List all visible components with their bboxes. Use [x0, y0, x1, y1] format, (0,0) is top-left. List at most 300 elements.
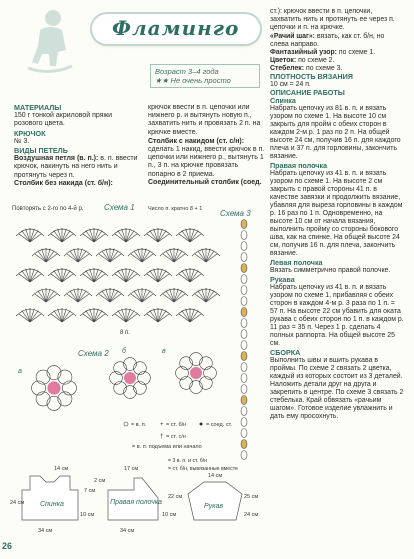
fan-stitch [19, 234, 30, 242]
fan-stitch [102, 251, 110, 262]
chain-loop [241, 352, 247, 361]
legend-start: = в. п. подъема или начало [132, 444, 202, 450]
fan-stitch [170, 289, 174, 302]
fan-stitch [94, 229, 98, 242]
fan-stitch [206, 291, 214, 302]
fan-stitch [147, 234, 158, 242]
fan-stitch [54, 231, 62, 242]
fan-stitch [182, 271, 190, 282]
fan-stitch [26, 309, 30, 322]
measure-25: 25 см [244, 494, 259, 500]
measure-10b: 10 см [162, 512, 177, 518]
petal-loop [62, 381, 76, 395]
back-label: Спинка [40, 501, 64, 508]
fan-stitch [190, 271, 198, 282]
chain-loop [241, 220, 247, 229]
density-text: 10 см = 24 п. [270, 81, 311, 88]
fan-stitch [38, 291, 46, 302]
petal-loop [36, 370, 50, 384]
stalk-text: по схеме 3. [305, 65, 343, 72]
fan-stitch [154, 269, 158, 282]
eight-loops-label: 8 п. [120, 330, 130, 336]
fan-stitch [166, 251, 174, 262]
fan-stitch [174, 291, 182, 302]
petal-loop [190, 353, 203, 366]
fan-stitch [174, 249, 178, 262]
fan-stitch [150, 271, 158, 282]
fan-stitch [195, 254, 206, 262]
fan-stitch [118, 231, 126, 242]
fan-stitch [46, 289, 50, 302]
rfront-text: Набрать цепочку из 41 в. п. и вязать узором по схеме 1. На высоте 2 см закрыть с правой стороны 41 п. в качестве завязки и продолжить вязание, убавляя для выреза горловины в каждом р. 16 раз по 1 п. Одновременно, на высоте 10 см от начала вязания, выполнить пройму со стороны бокового шва, как на спинке. На общей высоте 24 см, получив 16 п. для плеча, закончить вязание. [270, 170, 403, 257]
fan-stitch [42, 289, 46, 302]
fan-stitch [94, 234, 105, 242]
fan-stitch [51, 234, 62, 242]
density-heading: ПЛОТНОСТЬ ВЯЗАНИЯ [270, 72, 353, 81]
fan-stitch [186, 269, 190, 282]
back-text: Набрать цепочку из 81 в. п. и вязать узором по схеме 1. На высоте 10 см закрыть для пройм с обеих сторон в каждом 2-м р. 1 раз по 2 п. На общей высоте 24 см, получив 16 п. для каждого плеча и 37 п. для горловины, закончить вязание. [270, 105, 401, 160]
legend-dc: = ст. с/н [166, 434, 186, 440]
assembly-heading: СБОРКА [270, 348, 301, 357]
fan-stitch [198, 251, 206, 262]
fan-stitch [67, 294, 78, 302]
fan-stitch [106, 289, 110, 302]
fan-stitch [94, 231, 102, 242]
measure-14b: 14 см [208, 473, 223, 479]
petal-loop [110, 372, 123, 385]
fan-stitch [46, 254, 57, 262]
petal-loop [180, 376, 193, 389]
fan-stitch [142, 289, 146, 302]
pattern-pieces [22, 476, 242, 520]
fan-stitch [142, 254, 153, 262]
fan-stitch [190, 269, 194, 282]
fan-stitch [118, 271, 126, 282]
chain-loop [241, 429, 247, 438]
assembly-text: Выполнить швы и вшить рукава в проймы. По схеме 2 связать 2 цветка, каждый из которых состоит из 3 деталей. Наложить детали друг на друга и закрепить в центре. По схеме 3 связать 2 стебелька. Край обвязать «рачьим шагом». Готовое изделие увлажнить и дать ему просохнуть. [270, 357, 404, 420]
petal-loop [204, 367, 217, 380]
rfront-heading: Правая полочка [270, 161, 328, 170]
fan-stitch [122, 269, 126, 282]
chain-loop [241, 253, 247, 262]
petal-loop [47, 396, 61, 410]
hook-heading: КРЮЧОК [14, 128, 46, 138]
legend-sc3b: = ст. б/н, вывязанные вместе [168, 466, 238, 472]
petal-loop [190, 381, 203, 394]
fan-stitch [94, 311, 102, 322]
fan-stitch [150, 311, 158, 322]
fan-stitch [78, 254, 89, 262]
fan-stitch [74, 249, 78, 262]
legend-sl: = соед. ст. [206, 422, 233, 428]
chain-loop [241, 264, 247, 273]
flower-a [32, 366, 77, 411]
fan-stitch [99, 294, 110, 302]
fan-stitch [78, 289, 82, 302]
fan-stitch [51, 274, 62, 282]
fan-stitch [115, 234, 126, 242]
chain-loop [241, 330, 247, 339]
schema1-label: Схема 1 [104, 203, 135, 212]
sc-heading: Столбик без накида (ст. б/н): [14, 179, 113, 187]
fan-stitch [70, 291, 78, 302]
fan-stitch [22, 231, 30, 242]
fan-stitch [122, 309, 126, 322]
fan-stitch [26, 269, 30, 282]
petal-loop [199, 376, 212, 389]
fan-stitch [86, 311, 94, 322]
fan-stitch [46, 294, 57, 302]
age-label: Возраст 3–4 года [155, 67, 219, 76]
measure-10a: 10 см [80, 512, 95, 518]
stalk-heading: Стебелек: [270, 65, 305, 72]
difficulty-stars-icon: ★★ [155, 76, 169, 85]
repeat-note: Повторять с 2-го по 4-й р. [12, 206, 84, 212]
fan-stitch [35, 254, 46, 262]
petal-loop [180, 357, 193, 370]
fan-stitch [182, 231, 190, 242]
fan-stitch [158, 274, 169, 282]
measure-7: 7 см [84, 488, 96, 494]
fan-stitch [134, 291, 142, 302]
chain-loop [241, 440, 247, 449]
fan-stitch [206, 251, 214, 262]
fan-stitch [179, 314, 190, 322]
loops-note: Число п. кратно 8 + 1 [148, 206, 203, 212]
measure-17: 17 см [124, 466, 139, 472]
crab-text: вязать, как ст. б/н, но слева направо. [270, 33, 385, 48]
flower-c [176, 353, 217, 394]
petal-loop [124, 386, 137, 399]
fan-stitch [54, 311, 62, 322]
fan-pattern [16, 228, 220, 322]
petal-c-label: в [162, 348, 166, 355]
sleeve-label: Рукав [204, 503, 224, 510]
chain-loop [241, 242, 247, 251]
schema2-label: Схема 2 [78, 349, 109, 358]
lfront-heading: Левая полочка [270, 258, 323, 267]
petal-loop [133, 381, 146, 394]
chain-loop [241, 319, 247, 328]
fan-stitch [126, 269, 130, 282]
fan-stitch [86, 231, 94, 242]
page-number: 26 [2, 541, 13, 551]
fan-stitch [154, 309, 158, 322]
fancy-heading: Фантазийный узор: [270, 49, 337, 56]
legend-dc-symbol: † [160, 434, 164, 440]
chain-loop [241, 308, 247, 317]
fan-stitch [54, 271, 62, 282]
fan-stitch [94, 314, 105, 322]
fan-stitch [190, 234, 201, 242]
fan-stitch [122, 229, 126, 242]
loops-heading: ВИДЫ ПЕТЕЛЬ [14, 146, 68, 156]
fan-stitch [174, 289, 178, 302]
materials-column [14, 104, 142, 188]
fan-stitch [182, 311, 190, 322]
chain-loop [241, 407, 247, 416]
fan-stitch [30, 229, 34, 242]
fan-stitch [110, 251, 118, 262]
chain-loop [241, 396, 247, 405]
fan-stitch [67, 254, 78, 262]
fan-stitch [142, 291, 150, 302]
fan-stitch [147, 274, 158, 282]
measure-34b: 34 см [120, 528, 135, 534]
petal-loop [36, 392, 50, 406]
fan-stitch [62, 229, 66, 242]
fancy-text: по схеме 1. [338, 49, 376, 56]
fan-stitch [58, 269, 62, 282]
chain-loop [241, 451, 247, 460]
fan-stitch [158, 311, 166, 322]
fan-stitch [94, 269, 98, 282]
fan-stitch [142, 251, 150, 262]
fan-stitch [30, 234, 41, 242]
fan-stitch [22, 311, 30, 322]
fan-stitch [195, 294, 206, 302]
airloop-text: в. п. ввести крючок, накинуть на него нить и протянуть через п. [14, 155, 138, 179]
measure-34a: 34 см [38, 528, 53, 534]
fan-stitch [83, 274, 94, 282]
fan-stitch [83, 314, 94, 322]
chain-loop [241, 363, 247, 372]
fan-stitch [106, 249, 110, 262]
petal-loop [176, 367, 189, 380]
fan-stitch [58, 229, 62, 242]
fan-stitch [158, 234, 169, 242]
fan-stitch [158, 269, 162, 282]
fan-stitch [78, 294, 89, 302]
fan-stitch [110, 254, 121, 262]
fan-stitch [190, 229, 194, 242]
petal-loop [58, 392, 72, 406]
fan-stitch [174, 254, 185, 262]
petal-a-label: а [18, 368, 22, 375]
fan-stitch [94, 274, 105, 282]
chain-loop [241, 275, 247, 284]
sleeve-pattern [188, 482, 242, 520]
lfront-text: Вязать симметрично правой полочке. [270, 267, 391, 274]
petal-loop [114, 381, 127, 394]
fan-stitch [102, 291, 110, 302]
fan-stitch [99, 254, 110, 262]
fan-stitch [46, 251, 54, 262]
fan-stitch [78, 251, 86, 262]
back-heading: Спинка [270, 96, 296, 105]
flower-center [124, 372, 136, 384]
fan-stitch [134, 251, 142, 262]
dc-heading: Столбик с накидом (ст. с/н): [148, 137, 245, 145]
fan-stitch [198, 291, 206, 302]
petal-loop [138, 372, 151, 385]
stalk-chain [241, 220, 247, 460]
petal-loop [58, 370, 72, 384]
fan-stitch [118, 311, 126, 322]
front-label-1: Правая полочка [110, 499, 162, 506]
fan-stitch [22, 271, 30, 282]
fan-stitch [126, 229, 130, 242]
fan-stitch [30, 231, 38, 242]
measure-14a: 14 см [54, 466, 69, 472]
fan-stitch [78, 291, 86, 302]
fan-stitch [126, 274, 137, 282]
flower-heading: Цветок: [270, 57, 297, 64]
petal-loop [199, 357, 212, 370]
fan-stitch [138, 249, 142, 262]
fan-stitch [179, 274, 190, 282]
fan-stitch [74, 289, 78, 302]
petal-loop [114, 362, 127, 375]
fan-stitch [179, 234, 190, 242]
fan-stitch [51, 314, 62, 322]
fan-stitch [138, 289, 142, 302]
fan-stitch [150, 231, 158, 242]
fan-stitch [110, 291, 118, 302]
fan-stitch [158, 231, 166, 242]
fan-stitch [206, 249, 210, 262]
fan-stitch [131, 294, 142, 302]
legend-air: = в. п. [131, 422, 147, 428]
measure-22: 22 см [168, 494, 183, 500]
fan-stitch [46, 291, 54, 302]
measure-24a: 24 см [10, 500, 25, 506]
page-title: Фламинго [112, 16, 240, 40]
materials-heading: МАТЕРИАЛЫ [14, 103, 62, 112]
petal-loop [133, 362, 146, 375]
legend-sc3: = 3 в. п. и ст. б/н [168, 458, 208, 464]
grade-box [150, 64, 260, 88]
fan-stitch [110, 249, 114, 262]
fan-stitch [126, 314, 137, 322]
fan-stitch [62, 231, 70, 242]
fan-stitch [58, 309, 62, 322]
fan-stitch [142, 294, 153, 302]
fan-stitch [190, 274, 201, 282]
fan-stitch [126, 271, 134, 282]
fan-stitch [158, 229, 162, 242]
fan-stitch [90, 269, 94, 282]
hook-text: № 3. [14, 137, 30, 145]
fan-stitch [30, 274, 41, 282]
slst-text: ст.): крючок ввести в п. цепочки, захватить нить и протянуть ее через п. цепочки и п. на крючке. [270, 8, 395, 31]
fan-stitch [62, 309, 66, 322]
fan-stitch [202, 249, 206, 262]
fan-stitch [147, 314, 158, 322]
chain-loop [241, 374, 247, 383]
airloop-heading: Воздушная петля (в. п.): [14, 155, 99, 163]
crab-heading: «Рачий шаг»: [270, 33, 315, 40]
fan-stitch [154, 229, 158, 242]
fan-stitch [62, 271, 70, 282]
work-heading: ОПИСАНИЕ РАБОТЫ [270, 88, 345, 97]
fan-stitch [62, 234, 73, 242]
fan-stitch [186, 229, 190, 242]
chain-loop [241, 385, 247, 394]
child-silhouette-icon [20, 6, 80, 76]
legend-sc: = ст. б/н [166, 422, 187, 428]
fan-stitch [186, 309, 190, 322]
fan-stitch [115, 314, 126, 322]
fan-stitch [26, 229, 30, 242]
stitches-column [148, 104, 266, 187]
chain-loop [241, 418, 247, 427]
fan-stitch [190, 309, 194, 322]
chain-loop [241, 231, 247, 240]
materials-text: 150 г тонкой акриловой пряжи розового цвета. [14, 112, 113, 128]
schema3-label: Схема 3 [220, 209, 251, 218]
back-pattern [22, 476, 78, 520]
fan-stitch [163, 294, 174, 302]
fan-stitch [158, 314, 169, 322]
fan-stitch [46, 249, 50, 262]
fan-stitch [83, 234, 94, 242]
fan-stitch [126, 311, 134, 322]
fan-stitch [163, 254, 174, 262]
fan-stitch [70, 251, 78, 262]
sleeve-text: Набрать цепочку из 41 в. п. и вязать узором по схеме 1, прибавляя с обеих сторон в каждом 4-м р. 3 раза по 1 п. = 57 п. На высоте 22 см убавить для оката рукава с обеих сторон по 1 п. в каждом р. 11 раз = 35 п. Через 1 р. сделать 4 полных раппорта. На общей высоте 25 см. [270, 284, 404, 347]
symbol-legend [124, 422, 238, 472]
fan-stitch [131, 254, 142, 262]
fan-stitch [19, 314, 30, 322]
fan-stitch [38, 251, 46, 262]
sleeve-heading: Рукава [270, 275, 295, 284]
fan-stitch [126, 309, 130, 322]
fan-stitch [62, 314, 73, 322]
fan-stitch [30, 309, 34, 322]
fan-stitch [166, 291, 174, 302]
fan-stitch [126, 231, 134, 242]
fan-stitch [86, 271, 94, 282]
fan-stitch [94, 309, 98, 322]
fan-stitch [206, 294, 217, 302]
fan-stitch [115, 274, 126, 282]
measure-2: 2 см [94, 478, 106, 484]
fan-stitch [62, 311, 70, 322]
petal-loop [47, 366, 61, 380]
crochet-diagram [8, 198, 266, 538]
difficulty-label: Не очень просто [170, 76, 231, 85]
fan-stitch [94, 271, 102, 282]
fan-stitch [190, 311, 198, 322]
flower-text: по схеме 2. [298, 57, 335, 64]
fan-stitch [62, 274, 73, 282]
chain-loop [241, 341, 247, 350]
fan-stitch [30, 269, 34, 282]
flower-center [47, 381, 60, 394]
fan-stitch [90, 309, 94, 322]
fan-stitch [30, 311, 38, 322]
fan-stitch [170, 249, 174, 262]
fan-stitch [19, 274, 30, 282]
fan-stitch [158, 271, 166, 282]
dc-text: сделать 1 накид, ввести крючок в п. цепочки или нижнего р., вытянуть 1 п., 3 п. на крючке провязать попарно в 2 приема. [148, 146, 265, 178]
fan-stitch [206, 289, 210, 302]
fan-stitch [62, 269, 66, 282]
fan-stitch [78, 249, 82, 262]
chain-loop [241, 286, 247, 295]
fan-stitch [30, 271, 38, 282]
legend-sc-symbol: + [160, 422, 164, 428]
fan-stitch [174, 294, 185, 302]
fan-stitch [190, 231, 198, 242]
fan-stitch [35, 294, 46, 302]
flower-b [110, 358, 151, 399]
fan-stitch [174, 251, 182, 262]
fan-stitch [110, 294, 121, 302]
slst-heading: Соединительный столбик (соед. [148, 178, 262, 186]
fan-stitch [110, 289, 114, 302]
